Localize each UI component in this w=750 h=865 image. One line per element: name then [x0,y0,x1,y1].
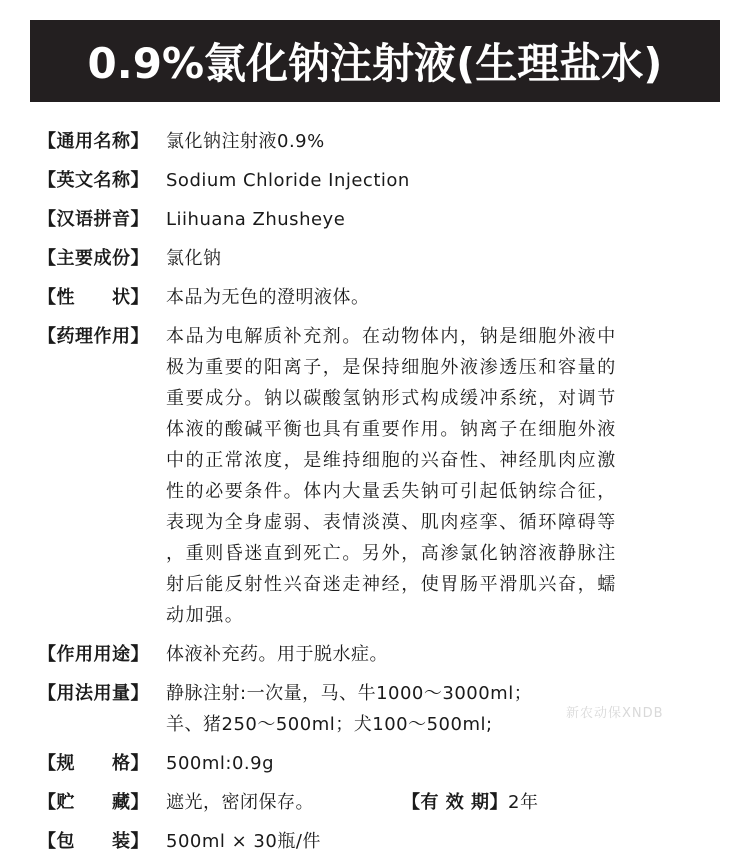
text-line: 羊、猪250～500ml；犬100～500ml; [166,714,493,735]
text-line: 动加强。 [166,605,245,626]
field-value: 500ml × 30瓶/件 [166,831,321,852]
text-line: 重要成分。钠以碳酸氢钠形式构成缓冲系统，对调节 [166,388,617,409]
text-line: 静脉注射:一次量，马、牛1000～3000ml； [166,683,533,704]
field-value: 体液补充药。用于脱水症。 [166,644,388,665]
drug-info-list [38,126,718,865]
field-label: 【用法用量】 [38,683,149,704]
field-label: 【规 格】 [38,753,149,774]
field-label: 【药理作用】 [38,326,149,347]
field-pharmacology [38,321,718,631]
title-banner [30,20,720,102]
field-value: 本品为无色的澄明液体。 [166,287,370,308]
text-line: 中的正常浓度，是维持细胞的兴奋性、神经肌肉应激 [166,450,617,471]
field-label: 【通用名称】 [38,131,149,152]
field-main-ingredient [38,243,718,274]
field-value: 氯化钠 [166,248,222,269]
validity-label: 【有 效 期】 [402,792,509,813]
field-value: 500ml:0.9g [166,753,275,774]
watermark: 新农动保XNDB [566,706,664,721]
field-package [38,826,718,857]
field-label: 【性 状】 [38,287,149,308]
validity-value: 2年 [508,792,539,813]
text-line: 体液的酸碱平衡也具有重要作用。钠离子在细胞外液 [166,419,617,440]
field-pinyin [38,204,718,235]
text-line: 极为重要的阳离子，是保持细胞外液渗透压和容量的 [166,357,617,378]
field-validity [402,787,539,818]
text-line: 本品为电解质补充剂。在动物体内，钠是细胞外液中 [166,326,617,347]
field-indications [38,639,718,670]
field-value: Liihuana Zhusheye [166,209,346,230]
field-generic-name [38,126,718,157]
text-line: 性的必要条件。体内大量丢失钠可引起低钠综合征， [166,481,617,502]
field-value: 氯化钠注射液0.9% [166,131,325,152]
field-label: 【汉语拼音】 [38,209,149,230]
field-specification [38,748,718,779]
field-label: 【主要成份】 [38,248,149,269]
field-label: 【英文名称】 [38,170,149,191]
field-value: Sodium Chloride Injection [166,170,410,191]
field-label: 【贮 藏】 [38,792,149,813]
field-label: 【作用用途】 [38,644,149,665]
text-line: ，重则昏迷直到死亡。另外，高渗氯化钠溶液静脉注 [166,543,617,564]
field-english-name [38,165,718,196]
storage-value: 遮光，密闭保存。 [166,792,314,813]
page-title: 0.9%氯化钠注射液(生理盐水) [87,39,663,88]
field-properties [38,282,718,313]
field-storage [38,787,718,818]
field-label: 【包 装】 [38,831,149,852]
field-value [166,321,718,631]
text-line: 表现为全身虚弱、表情淡漠、肌肉痉挛、循环障碍等 [166,512,617,533]
field-value [166,787,718,818]
text-line: 射后能反射性兴奋迷走神经，使胃肠平滑肌兴奋，蠕 [166,574,617,595]
